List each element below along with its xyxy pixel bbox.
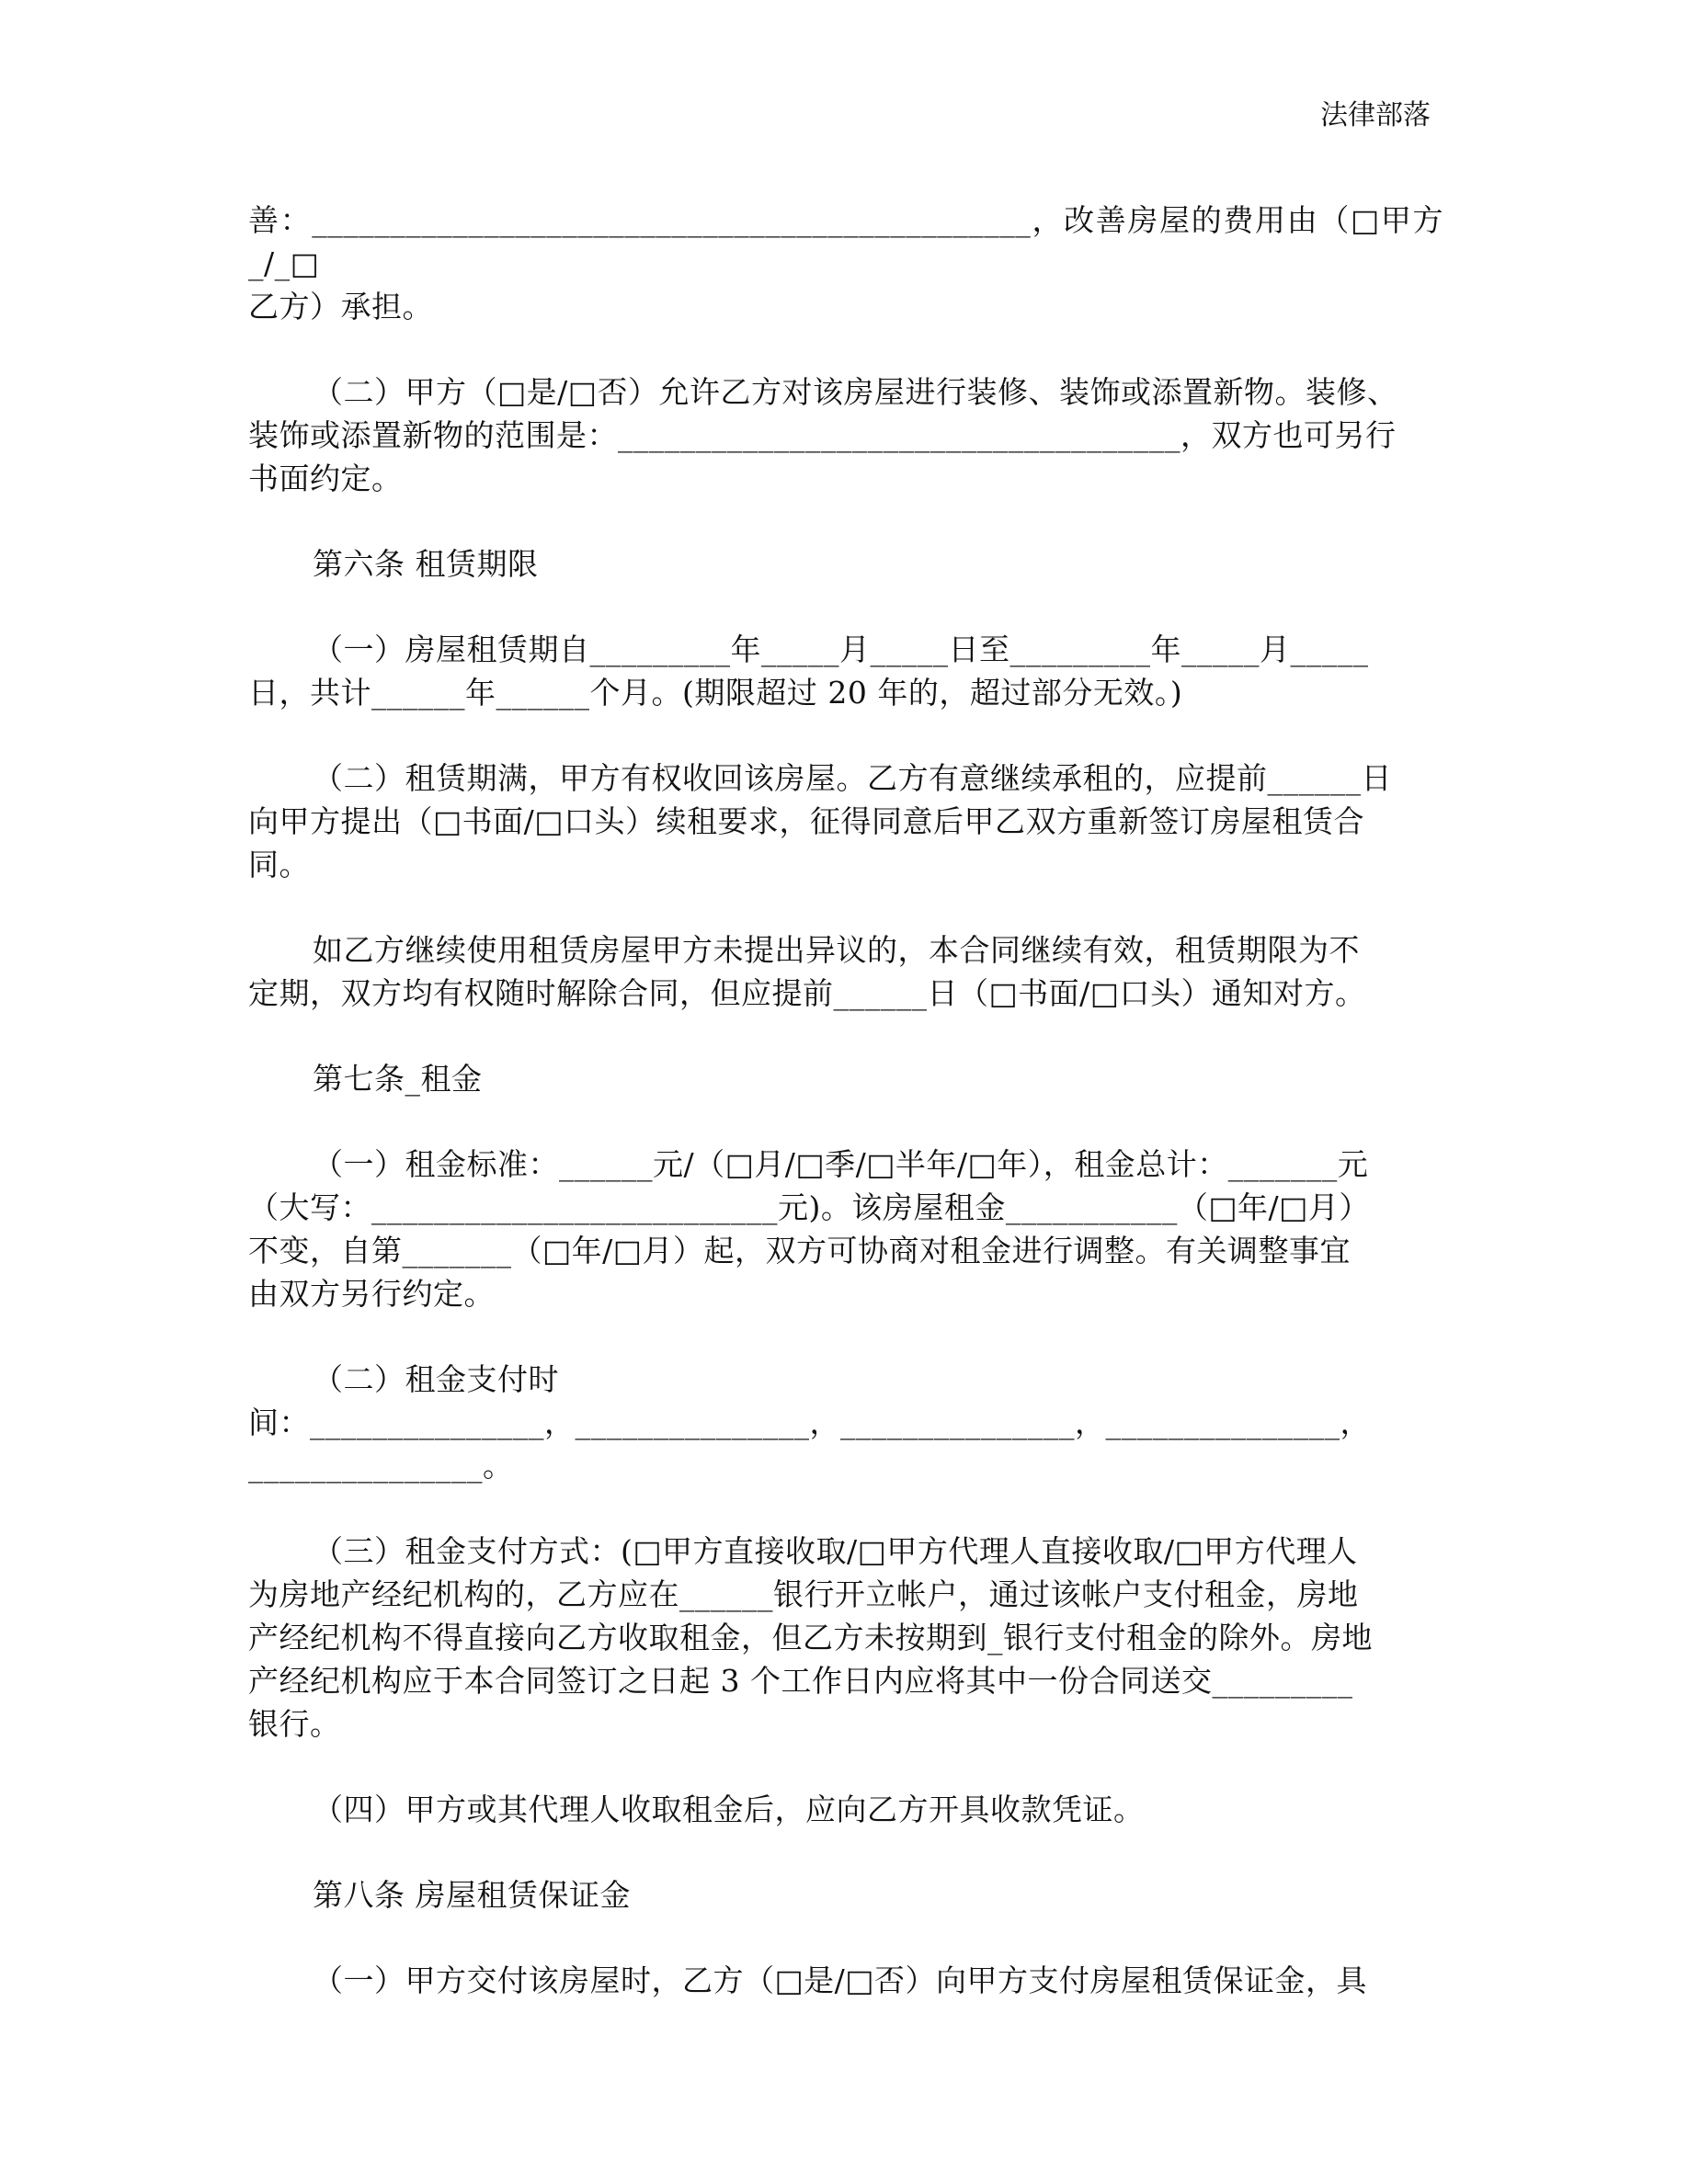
section-title: 第八条 房屋租赁保证金	[313, 1877, 631, 1913]
text-line: 如乙方继续使用租赁房屋甲方未提出异议的，本合同继续有效，租赁期限为不	[313, 932, 1360, 968]
text-line: 不变，自第_______（□年/□月）起，双方可协商对租金进行调整。有关调整事宜	[248, 1233, 1351, 1268]
text-line: 装饰或添置新物的范围是：____________________________________，双方也可另行	[248, 417, 1397, 453]
text-line: _______________。	[248, 1448, 514, 1484]
paragraph-renovation	[248, 370, 1443, 500]
text-line: （四）甲方或其代理人收取租金后，应向乙方开具收款凭证。	[313, 1792, 1145, 1827]
text-line: 书面约定。	[248, 461, 403, 496]
text-line: （大写：__________________________元)。该房屋租金___________（□年/□月）	[248, 1189, 1370, 1225]
paragraph-payment-method	[248, 1530, 1443, 1746]
text-line: （二）租金支付时	[313, 1361, 559, 1397]
text-line: 由双方另行约定。	[248, 1276, 495, 1312]
text-line: （三）租金支付方式：(□甲方直接收取/□甲方代理人直接收取/□甲方代理人	[313, 1533, 1358, 1569]
text-line: 产经纪机构不得直接向乙方收取租金，但乙方未按期到_银行支付租金的除外。房地	[248, 1620, 1373, 1655]
text-line: 间：_______________，_______________，_______________，_______________，	[248, 1405, 1371, 1440]
text-line: （二）甲方（□是/□否）允许乙方对该房屋进行装修、装饰或添置新物。装修、	[313, 374, 1398, 410]
text-line: 产经纪机构应于本合同签订之日起 3 个工作日内应将其中一份合同送交_________	[248, 1663, 1353, 1699]
section-heading-article-8	[248, 1873, 1443, 1917]
page-header: 法律部落	[1320, 99, 1431, 131]
text-line: 向甲方提出（□书面/□口头）续租要求，征得同意后甲乙双方重新签订房屋租赁合	[248, 803, 1364, 839]
text-line: （二）租赁期满，甲方有权收回该房屋。乙方有意继续承租的，应提前______日	[313, 760, 1392, 796]
text-line: 定期，双方均有权随时解除合同，但应提前______日（□书面/□口头）通知对方。	[248, 975, 1366, 1011]
text-line: （一）租金标准：______元/（□月/□季/□半年/□年），租金总计：_______元	[313, 1146, 1369, 1182]
paragraph-payment-time	[248, 1358, 1443, 1487]
section-heading-article-6	[248, 542, 1443, 586]
paragraph-indefinite-term	[248, 928, 1443, 1015]
paragraph-receipt	[248, 1788, 1443, 1831]
text-line: 乙方）承担。	[248, 289, 433, 324]
text-line: 日，共计______年______个月。(期限超过 20 年的，超过部分无效。)	[248, 675, 1183, 711]
paragraph-improvement-cost	[248, 199, 1443, 328]
text-line: （一）房屋租赁期自_________年_____月_____日至_________年_____月_____	[313, 631, 1369, 667]
section-title: 第六条 租赁期限	[313, 546, 539, 582]
text-line: 同。	[248, 847, 310, 882]
section-title: 第七条_租金	[313, 1061, 483, 1097]
contract-body	[248, 199, 1443, 2002]
text-line: 善：______________________________________________，改善房屋的费用由（□甲方_/_□	[248, 202, 1443, 281]
paragraph-rent-standard	[248, 1143, 1443, 1315]
text-line: 为房地产经纪机构的，乙方应在______银行开立帐户，通过该帐户支付租金，房地	[248, 1576, 1359, 1612]
text-line: 银行。	[248, 1706, 341, 1742]
paragraph-lease-term	[248, 628, 1443, 714]
text-line: （一）甲方交付该房屋时，乙方（□是/□否）向甲方支付房屋租赁保证金，具	[313, 1962, 1367, 1998]
section-heading-article-7	[248, 1057, 1443, 1100]
paragraph-lease-renewal	[248, 756, 1443, 886]
paragraph-deposit	[248, 1959, 1443, 2002]
